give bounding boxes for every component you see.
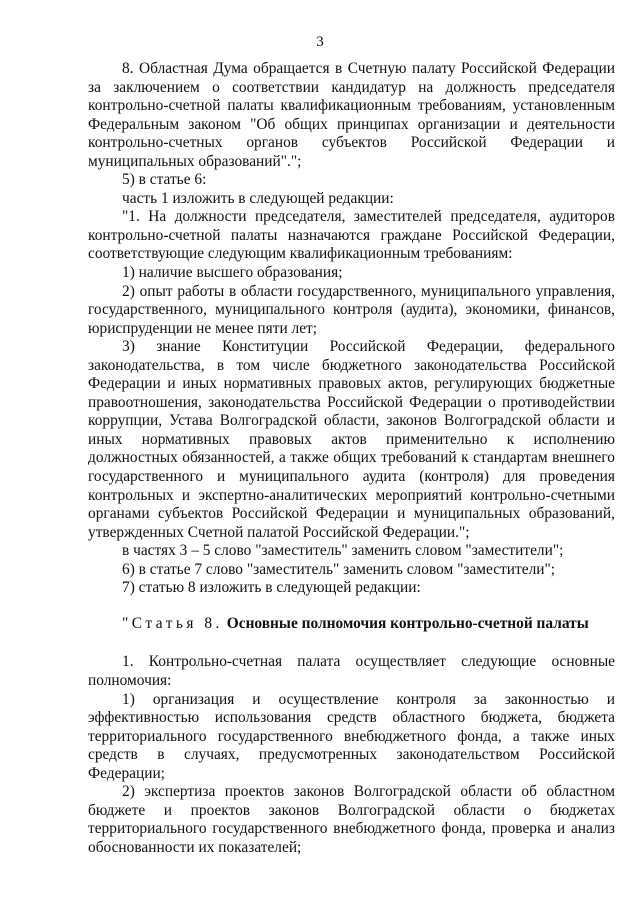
paragraph-8-request: 8. Областная Дума обращается в Счетную палату Российской Федерации за заключением о соответствии кандидатур на должность председателя контрольно-счетной палаты квалификационным требованиям, установленным Федеральным законом "Об общих принципах организации и деятельности контрольно-счетных органов субъектов Российской Федерации и муниципальных образований"."; bbox=[88, 60, 615, 170]
article-8-heading bbox=[88, 615, 615, 634]
power-1: 1) организация и осуществление контроля за законностью и эффективностью использования средств областного бюджета, бюджета территориального государственного внебюджетного фонда, а также иных средств в случаях, предусмотренных законодательством Российской Федерации; bbox=[88, 690, 615, 782]
paragraph-item-7: 7) статью 8 изложить в следующей редакции: bbox=[122, 579, 421, 597]
document-body bbox=[88, 60, 615, 857]
paragraph-part-1-intro: часть 1 изложить в следующей редакции: bbox=[122, 189, 394, 207]
requirement-2: 2) опыт работы в области государственного, муниципального управления, государственного, муниципального контроля (аудита), экономики, финансов, юриспруденции не менее пяти лет; bbox=[88, 282, 615, 337]
requirement-3: 3) знание Конституции Российской Федерации, федерального законодательства, в том числе бюджетного законодательства Российской Федерации и иных нормативных правовых актов, регулирующих бюджетные правоотношения, законодательства Российской Федерации о противодействии коррупции, Устава Волгоградской области, законов Волгоградской области и иных нормативных правовых актов применительно к исполнению должностных обязанностей, а также общих требований к стандартам внешнего государственного и муниципального аудита (контроля) для проведения контрольных и экспертно-аналитических мероприятий контрольно-счетными органами субъектов Российской Федерации и муниципальных образований, утвержденных Счетной палатой Российской Федерации."; bbox=[88, 338, 615, 541]
paragraph-qualification-requirements: "1. На должности председателя, заместителей председателя, аудиторов контрольно-счетной палаты назначаются граждане Российской Федерации, соответствующие следующим квалификационным требованиям: bbox=[88, 208, 615, 263]
paragraph-parts-3-5: в частях 3 – 5 слово "заместитель" заменить словом "заместители"; bbox=[122, 542, 564, 560]
paragraph-item-5: 5) в статье 6: bbox=[122, 171, 207, 189]
paragraph-item-6: 6) в статье 7 слово "заместитель" заменить словом "заместители"; bbox=[122, 560, 556, 578]
article-8-part-1: 1. Контрольно-счетная палата осуществляет следующие основные полномочия: bbox=[88, 653, 615, 689]
article-8-title: Основные полномочия контрольно-счетной палаты bbox=[226, 614, 589, 632]
article-8-label: "Статья 8. bbox=[122, 614, 223, 632]
page-number: 3 bbox=[316, 34, 324, 50]
requirement-1: 1) наличие высшего образования; bbox=[122, 264, 343, 282]
power-2: 2) экспертиза проектов законов Волгоградской области об областном бюджете и проектов законов Волгоградской области о бюджетах территориального государственного внебюджетного фонда, проверка и анализ обоснованности их показателей; bbox=[88, 783, 615, 856]
